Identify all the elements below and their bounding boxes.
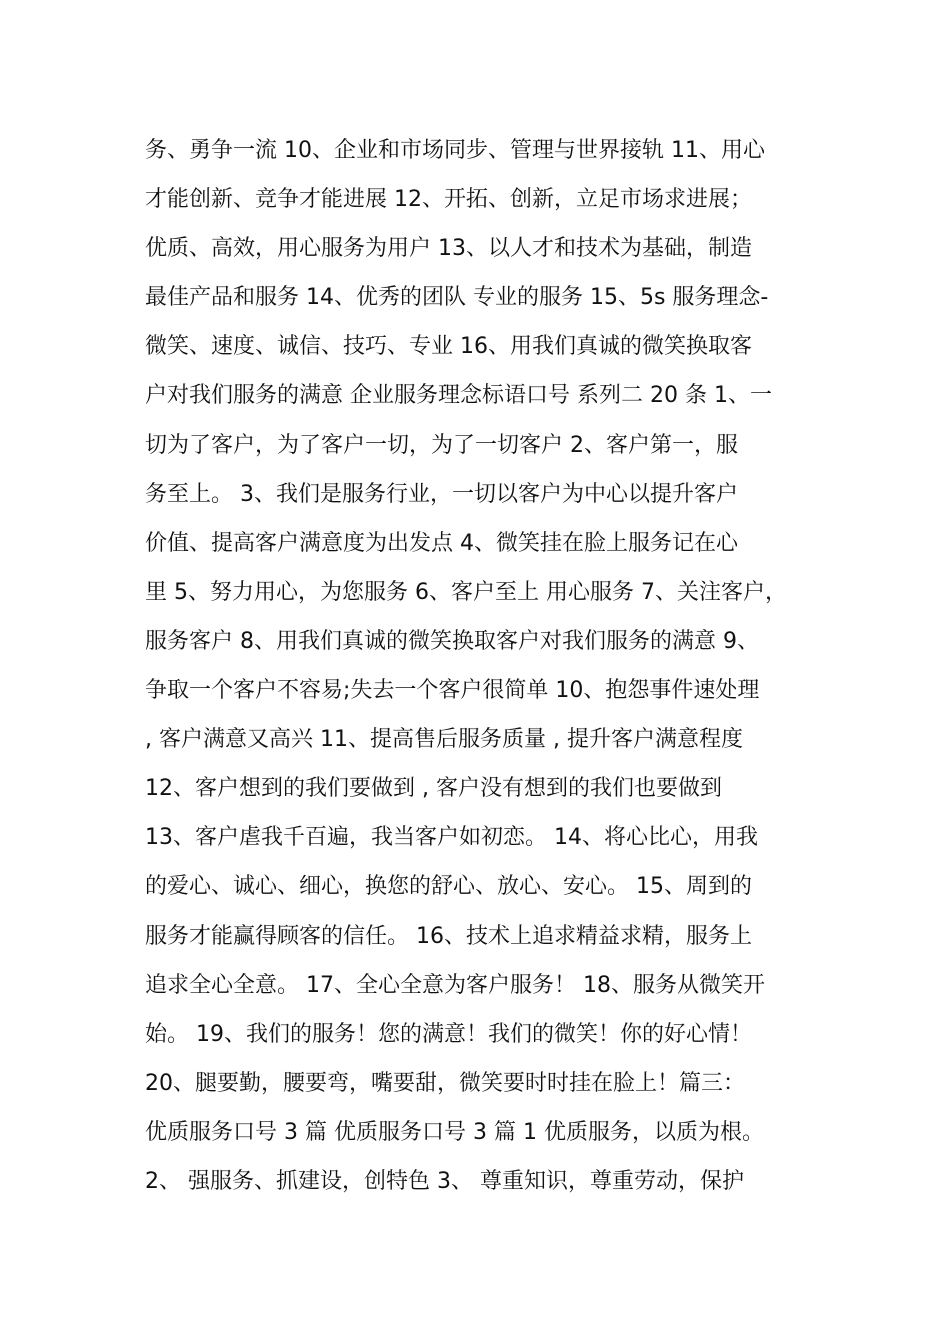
text-line: 12、客户想到的我们要做到 , 客户没有想到的我们也要做到 <box>145 776 722 802</box>
text-line: 13、客户虐我千百遍，我当客户如初恋。 14、将心比心，用我 <box>145 825 758 851</box>
text-line: 优质、高效，用心服务为用户 13、以人才和技术为基础，制造 <box>145 236 752 262</box>
text-line: 服务才能赢得顾客的信任。 16、技术上追求精益求精，服务上 <box>145 923 752 949</box>
text-line: 争取一个客户不容易;失去一个客户很简单 10、抱怨事件速处理 <box>145 678 760 704</box>
text-line: 追求全心全意。 17、全心全意为客户服务！ 18、服务从微笑开 <box>145 972 765 998</box>
text-line: 微笑、速度、诚信、技巧、专业 16、用我们真诚的微笑换取客 <box>145 334 752 360</box>
text-line: 20、腿要勤，腰要弯，嘴要甜，微笑要时时挂在脸上！篇三： <box>145 1070 745 1096</box>
text-line: 2、 强服务、抓建设，创特色 3、 尊重知识，尊重劳动，保护 <box>145 1168 744 1194</box>
text-line: 价值、提高客户满意度为出发点 4、微笑挂在脸上服务记在心 <box>145 530 738 556</box>
text-line: 切为了客户，为了客户一切，为了一切客户 2、客户第一，服 <box>145 432 738 458</box>
text-line: 的爱心、诚心、细心，换您的舒心、放心、安心。 15、周到的 <box>145 874 752 900</box>
body-text <box>145 126 815 1206</box>
text-line: 服务客户 8、用我们真诚的微笑换取客户对我们服务的满意 9、 <box>145 628 759 654</box>
text-line: 务至上。 3、我们是服务行业，一切以客户为中心以提升客户 <box>145 481 738 507</box>
text-line: 优质服务口号 3 篇 优质服务口号 3 篇 1 优质服务，以质为根。 <box>145 1119 764 1145</box>
text-line: 始。 19、我们的服务！您的满意！我们的微笑！你的好心情！ <box>145 1021 752 1047</box>
text-line: , 客户满意又高兴 11、提高售后服务质量 , 提升客户满意程度 <box>145 727 743 753</box>
text-line: 才能创新、竞争才能进展 12、开拓、创新，立足市场求进展； <box>145 187 752 213</box>
text-line: 最佳产品和服务 14、优秀的团队 专业的服务 15、5s 服务理念- <box>145 285 769 311</box>
text-line: 户对我们服务的满意 企业服务理念标语口号 系列二 20 条 1、一 <box>145 383 772 409</box>
text-line: 里 5、努力用心，为您服务 6、客户至上 用心服务 7、关注客户， <box>145 579 787 605</box>
text-line: 务、勇争一流 10、企业和市场同步、管理与世界接轨 11、用心 <box>145 138 765 163</box>
